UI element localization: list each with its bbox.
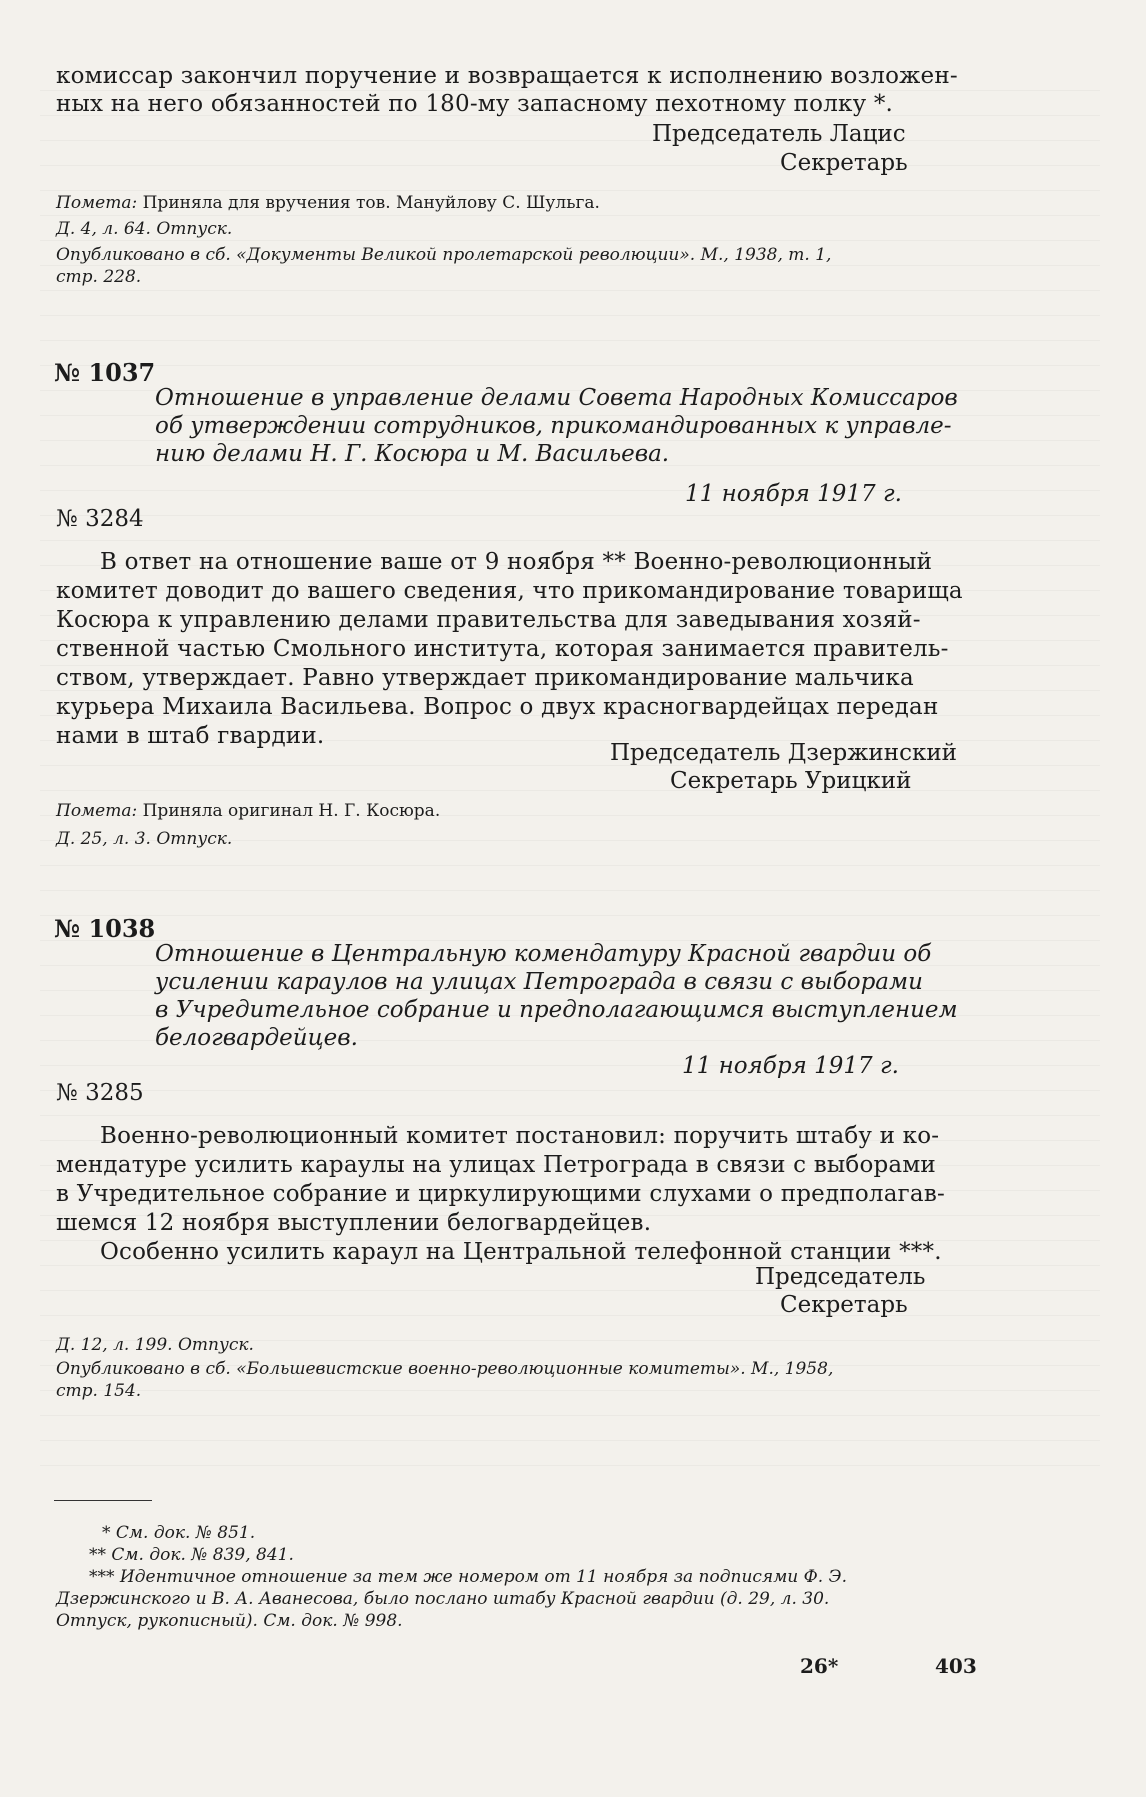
signature-secretary: Секретарь: [780, 1292, 908, 1318]
body-line: курьера Михаила Васильева. Вопрос о двух красногвардейцах передан: [56, 694, 939, 720]
document-heading: об утверждении сотрудников, прикомандированных к управле-: [155, 413, 952, 439]
footnote-divider: [54, 1500, 152, 1501]
footnote: * См. док. № 851.: [102, 1523, 256, 1543]
body-line: ством, утверждает. Равно утверждает прикомандирование мальчика: [56, 665, 914, 691]
document-heading: Отношение в управление делами Совета Народных Комиссаров: [155, 385, 958, 411]
body-line: комитет доводит до вашего сведения, что прикомандирование товарища: [56, 578, 963, 604]
document-heading: белогвардейцев.: [155, 1025, 358, 1051]
document-heading: нию делами Н. Г. Косюра и М. Васильева.: [155, 441, 670, 467]
text-line: ных на него обязанностей по 180-му запасному пехотному полку *.: [56, 91, 894, 117]
document-heading: усилении караулов на улицах Петрограда в связи с выборами: [155, 969, 923, 995]
page-number: 403: [935, 1654, 977, 1678]
note: [56, 800, 440, 822]
body-line: В ответ на отношение ваше от 9 ноября ** Военно-революционный: [100, 549, 933, 575]
note-text: Приняла для вручения тов. Мануйлову С. Шульга.: [142, 193, 600, 213]
body-line: ственной частью Смольного института, которая занимается правитель-: [56, 636, 949, 662]
archive-ref: Д. 25, л. 3. Отпуск.: [56, 829, 233, 849]
note-label: Помета:: [56, 193, 138, 213]
outgoing-number: № 3284: [56, 506, 144, 532]
signature-chairman: Председатель Дзержинский: [610, 740, 958, 766]
signature-mark: 26*: [800, 1654, 839, 1678]
publication-ref-cont: стр. 154.: [56, 1381, 142, 1401]
body-line: Военно-революционный комитет постановил: поручить штабу и ко-: [100, 1123, 940, 1149]
footnote-cont: Отпуск, рукописный). См. док. № 998.: [56, 1611, 403, 1631]
bleed-through-texture: [40, 90, 1100, 1490]
publication-ref: Опубликовано в сб. «Документы Великой пролетарской революции». М., 1938, т. 1,: [56, 245, 832, 265]
text-line: комиссар закончил поручение и возвращается к исполнению возложен-: [56, 63, 958, 89]
archive-ref: Д. 4, л. 64. Отпуск.: [56, 219, 233, 239]
body-line: Особенно усилить караул на Центральной телефонной станции ***.: [100, 1239, 942, 1265]
document-date: 11 ноября 1917 г.: [685, 481, 902, 507]
body-line: Косюра к управлению делами правительства для заведывания хозяй-: [56, 607, 921, 633]
signature-secretary: Секретарь Урицкий: [670, 768, 912, 794]
footnote-cont: Дзержинского и В. А. Аванесова, было послано штабу Красной гвардии (д. 29, л. 30.: [56, 1589, 830, 1609]
outgoing-number: № 3285: [56, 1080, 144, 1106]
publication-ref: Опубликовано в сб. «Большевистские военно-революционные комитеты». М., 1958,: [56, 1359, 834, 1379]
note-label: Помета:: [56, 801, 138, 821]
signature-chairman: Председатель: [755, 1264, 926, 1290]
document-number: № 1038: [54, 914, 156, 943]
body-line: мендатуре усилить караулы на улицах Петрограда в связи с выборами: [56, 1152, 936, 1178]
document-heading: Отношение в Центральную комендатуру Красной гвардии об: [155, 941, 932, 967]
note: [56, 192, 600, 214]
body-line: нами в штаб гвардии.: [56, 723, 325, 749]
publication-ref-cont: стр. 228.: [56, 267, 142, 287]
note-text: Приняла оригинал Н. Г. Косюра.: [142, 801, 441, 821]
document-date: 11 ноября 1917 г.: [682, 1053, 899, 1079]
footnote: *** Идентичное отношение за тем же номером от 11 ноября за подписями Ф. Э.: [89, 1567, 847, 1587]
signature-secretary: Секретарь: [780, 150, 908, 176]
body-line: в Учредительное собрание и циркулирующими слухами о предполагав-: [56, 1181, 945, 1207]
archive-ref: Д. 12, л. 199. Отпуск.: [56, 1335, 254, 1355]
footnote: ** См. док. № 839, 841.: [89, 1545, 294, 1565]
body-line: шемся 12 ноября выступлении белогвардейцев.: [56, 1210, 652, 1236]
document-heading: в Учредительное собрание и предполагающимся выступлением: [155, 997, 958, 1023]
document-number: № 1037: [54, 358, 156, 387]
signature-chairman: Председатель Лацис: [652, 121, 906, 147]
